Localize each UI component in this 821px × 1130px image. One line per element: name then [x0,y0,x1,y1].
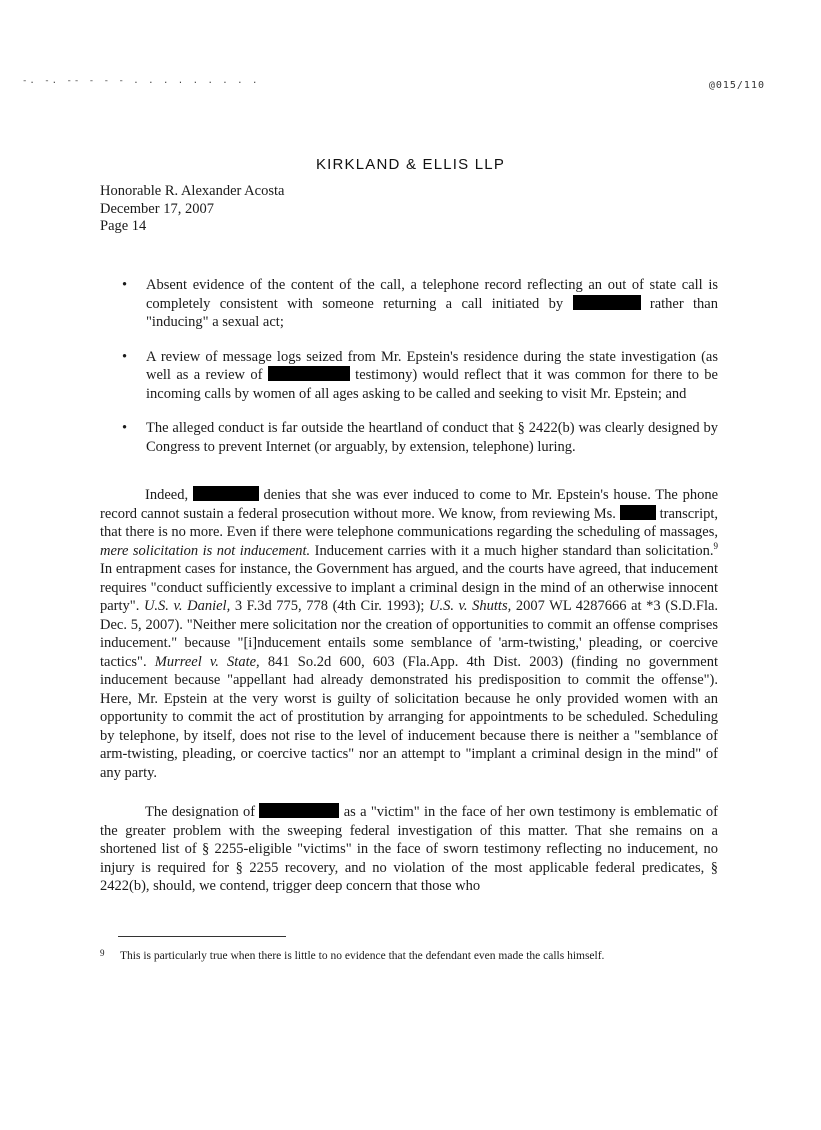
para-text: 841 So.2d 600, 603 (Fla.App. 4th Dist. 2003) (finding no government inducement because "appellant had already demonstrated his predisposition to commit the offense"). Here, Mr. Epstein at the very worst is guilty of solicitation because he only provided women with an opportunity to commit the act of prostitution by arranging for appointments to be scheduled. Scheduling by telephone, by itself, does not rise to the level of inducement because there is neither a "semblance of arm-twisting, pleading, or coercive tactics" nor an attempt to "implant a criminal design in the mind" of any party. [100,653,718,781]
bullet-text: Absent evidence of the content of the call, a telephone record reflecting an out of state call is completely consistent with someone returning a call initiated by [146,277,718,312]
redaction-box [193,486,259,501]
paragraph-inducement [100,486,718,782]
footnote [100,946,740,963]
letter-body [100,486,718,917]
fax-header-left: -. -. -- - - - . . . . . . . . . [22,76,260,86]
bullet-list [122,276,718,472]
footnote-number: 9 [100,948,105,958]
bullet-item [122,276,718,332]
redaction-box [620,505,656,520]
para-text: 3 F.3d 775, 778 (4th Cir. 1993); [234,598,425,614]
bullet-icon: • [122,348,128,365]
page-number: Page 14 [100,218,147,234]
para-text: as a "victim" in the face of her own testimony is emblematic of the greater problem with the sweeping federal investigation of this matter. That she remains on a shortened list of § 2255-eligible "victims" in the face of sworn testimony reflecting no inducement, no injury is required for § 2255 recovery, and no violation of the most applicable federal predicates, § 2422(b), should, we contend, trigger deep concern that those who [100,804,718,894]
paragraph-designation [100,803,718,896]
bullet-icon: • [122,420,128,436]
recipient-name: Honorable R. Alexander Acosta [100,183,285,199]
bullet-icon: • [122,277,128,293]
para-text: Inducement carries with it a much higher standard than solicitation. [314,542,714,559]
footnote-text: This is particularly true when there is little to no evidence that the defendant even made the calls himself. [120,950,605,962]
para-text: transcript, that there is no more. Even if there were telephone communications regarding the scheduling of massages, [100,505,719,540]
bullet-item [122,419,718,456]
case-citation: Murreel v. State, [154,653,260,670]
bullet-text: The alleged conduct is far outside the heartland of conduct that § 2422(b) was clearly designed by Congress to prevent Internet (or arguably, by extension, telephone) luring. [146,420,718,455]
redaction-box [573,295,641,310]
redaction-box [259,803,339,818]
letterhead-firm: KIRKLAND & ELLIS LLP [315,156,506,173]
fax-page-stamp: @015/110 [708,80,765,91]
footnote-divider [118,936,286,937]
para-text: In entrapment cases for instance, the Government has argued, and the courts have agreed, that inducement requires "conduct sufficiently excessive to implant a criminal design in the mind of an otherwise innocent party". [100,561,718,614]
bullet-text: rather than "inducing" a sexual act; [146,295,718,330]
emphasis-text: mere solicitation is not inducement. [100,542,311,559]
para-text: denies that she was ever induced to come to Mr. Epstein's house. The phone record cannot sustain a federal prosecution without more. We know, from reviewing Ms. [100,487,719,522]
case-citation: U.S. v. Daniel, [143,598,231,614]
redaction-box [268,366,350,381]
bullet-item [122,348,718,404]
para-text: Indeed, [145,487,189,503]
bullet-text: A review of message logs seized from Mr. Epstein's residence during the state investigation (as well as a review of [146,348,718,383]
para-text: The designation of [145,804,256,820]
case-citation: U.S. v. Shutts, [428,598,512,614]
para-text: 2007 WL 4287666 at *3 (S.D.Fla. Dec. 5, 2007). "Neither mere solicitation nor the creation of opportunities to commit an offense comprises inducement." because "[i]nducement entails some semblance of 'arm-twisting,' pleading, or coercive tactics". [100,598,719,670]
footnote-ref: 9 [713,540,719,551]
bullet-text: testimony) would reflect that it was common for there to be incoming calls by women of all ages asking to be called and seeking to visit Mr. Epstein; and [146,367,718,402]
address-block [100,183,284,236]
letter-date: December 17, 2007 [100,200,214,217]
